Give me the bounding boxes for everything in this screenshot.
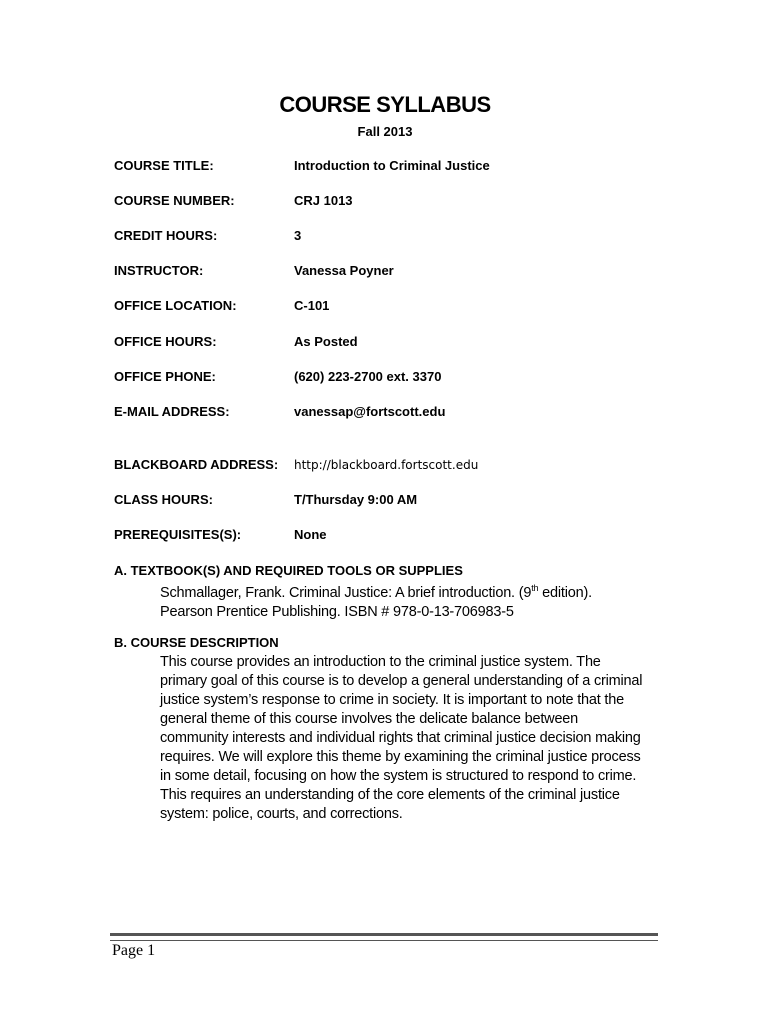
page-number: Page 1 [112,942,156,959]
document-title: COURSE SYLLABUS [279,92,491,117]
info-value: Introduction to Criminal Justice [294,158,490,173]
info-row-course-number [114,193,353,209]
info-label: COURSE TITLE: [114,158,214,173]
info-label: CLASS HOURS: [114,492,213,507]
info-value: 3 [294,228,302,243]
info-label: OFFICE PHONE: [114,369,216,384]
info-label: CREDIT HOURS: [114,228,218,243]
info-row-blackboard-address [114,457,478,473]
info-row-instructor [114,263,394,279]
textbook-body [160,579,650,622]
info-value: C-101 [294,298,330,313]
info-value: As Posted [294,334,358,349]
info-row-office-phone [114,369,441,385]
info-row-course-title [114,158,490,174]
description-body [160,653,650,824]
textbook-edition-text: edition). [538,584,592,601]
info-value: None [294,527,327,542]
info-value: Vanessa Poyner [294,263,394,278]
textbook-heading: A. TEXTBOOK(S) AND REQUIRED TOOLS OR SUPPLIES [114,563,463,578]
info-label: COURSE NUMBER: [114,193,235,208]
info-row-class-hours [114,492,417,508]
info-value: T/Thursday 9:00 AM [294,492,418,507]
info-label: BLACKBOARD ADDRESS: [114,457,279,472]
textbook-citation-line [160,579,650,603]
info-row-office-hours [114,334,358,350]
info-row-office-location [114,298,329,314]
blackboard-link[interactable]: http://blackboard.fortscott.edu [294,458,479,472]
textbook-citation-text: Schmallager, Frank. Criminal Justice: A brief introduction. (9 [160,584,532,601]
textbook-publisher-line: Pearson Prentice Publishing. ISBN # 978-0-13-706983-5 [160,603,514,620]
info-value: (620) 223-2700 ext. 3370 [294,369,442,384]
footer-divider [110,933,658,941]
term-label: Fall 2013 [357,124,413,139]
info-label: OFFICE LOCATION: [114,298,237,313]
info-label: INSTRUCTOR: [114,263,204,278]
email-link[interactable]: vanessap@fortscott.edu [294,404,446,419]
info-label: OFFICE HOURS: [114,334,217,349]
info-row-prerequisites [114,527,327,543]
description-text: This course provides an introduction to the criminal justice system. The primary goal of this course is to develop a general understanding of a criminal justice system’s response to crime in society. It is important to note that the general theme of this course involves the delicate balance between community interests and individual rights that criminal justice decision making requires. We will explore this theme by examining the criminal justice process in some detail, focusing on how the system is structured to respond to crime. This requires an understanding of the core elements of the criminal justice system: police, courts, and corrections. [160,654,643,822]
info-label: PREREQUISITES(S): [114,527,242,542]
info-label: E-MAIL ADDRESS: [114,404,230,419]
description-heading: B. COURSE DESCRIPTION [114,635,279,650]
edition-superscript: th [531,583,539,593]
info-value: CRJ 1013 [294,193,353,208]
info-row-credit-hours [114,228,301,244]
info-row-email-address [114,404,445,420]
